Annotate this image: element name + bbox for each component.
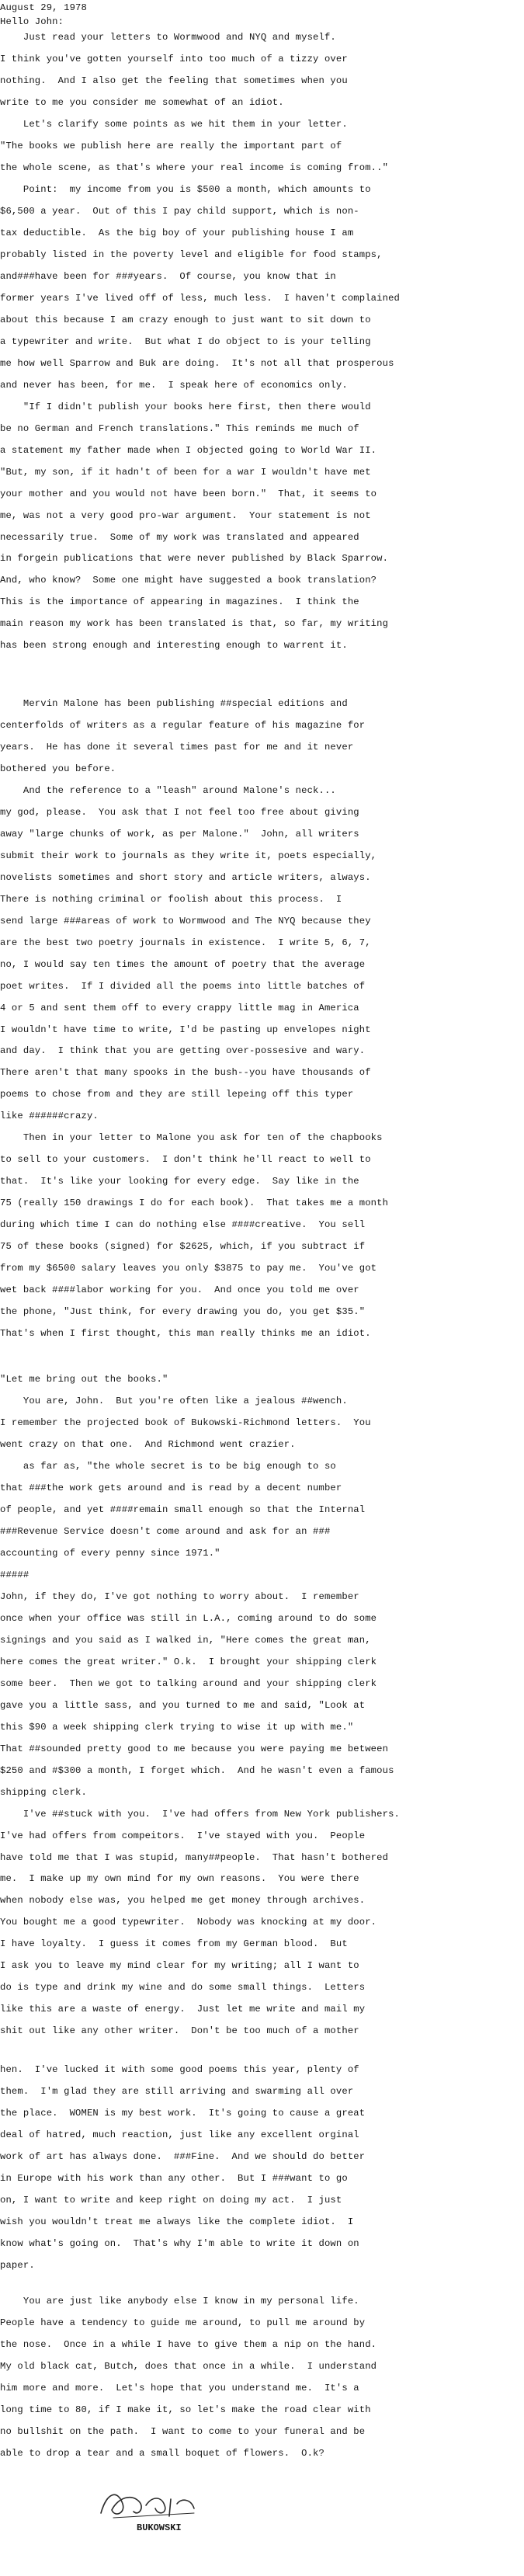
letter-line: about this because I am crazy enough to just want to sit down to xyxy=(0,315,371,325)
letter-line: My old black cat, Butch, does that once in a while. I understand xyxy=(0,2361,377,2372)
letter-line: Let's clarify some points as we hit them in your letter. xyxy=(0,119,348,130)
letter-line: here comes the great writer." O.k. I brought your shipping clerk xyxy=(0,1656,377,1667)
letter-line: of people, and yet ####remain small enough so that the Internal xyxy=(0,1504,366,1515)
letter-line: know what's going on. That's why I'm able to write it down on xyxy=(0,2238,359,2249)
letter-line: I have loyalty. I guess it comes from my German blood. But xyxy=(0,1938,348,1949)
letter-line: once when your office was still in L.A., coming around to do some xyxy=(0,1613,377,1624)
letter-line: to sell to your customers. I don't think he'll react to well to xyxy=(0,1154,371,1165)
letter-line: went crazy on that one. And Richmond went crazier. xyxy=(0,1439,296,1450)
letter-line: "Let me bring out the books." xyxy=(0,1374,168,1385)
letter-line: the whole scene, as that's where your real income is coming from.." xyxy=(0,162,389,173)
letter-line: me. I make up my own mind for my own reasons. You were there xyxy=(0,1873,359,1884)
letter-line: You are just like anybody else I know in my personal life. xyxy=(0,2296,359,2307)
letter-line: probably listed in the poverty level and eligible for food stamps, xyxy=(0,249,383,260)
letter-line: him more and more. Let's hope that you understand me. It's a xyxy=(0,2383,359,2393)
letter-line: the phone, "Just think, for every drawing you do, you get $35." xyxy=(0,1306,366,1317)
letter-line: You are, John. But you're often like a jealous ##wench. xyxy=(0,1396,348,1406)
letter-date: August 29, 1978 xyxy=(0,2,87,13)
letter-line: I wouldn't have time to write, I'd be pasting up envelopes night xyxy=(0,1024,371,1035)
letter-line: "If I didn't publish your books here first, then there would xyxy=(0,402,371,412)
letter-line: John, if they do, I've got nothing to worry about. I remember xyxy=(0,1591,359,1602)
letter-line: and###have been for ###years. Of course, you know that in xyxy=(0,271,336,282)
letter-line: 75 of these books (signed) for $2625, which, if you subtract if xyxy=(0,1241,366,1252)
letter-line: that. It's like your looking for every edge. Say like in the xyxy=(0,1176,359,1187)
letter-line: no, I would say ten times the amount of poetry that the average xyxy=(0,959,366,970)
letter-line: paper. xyxy=(0,2260,35,2271)
letter-line: like this are a waste of energy. Just let me write and mail my xyxy=(0,2004,366,2015)
signature-name: BUKOWSKI xyxy=(137,2522,182,2533)
letter-line: submit their work to journals as they write it, poets especially, xyxy=(0,850,377,861)
letter-line: as far as, "the whole secret is to be big enough to so xyxy=(0,1461,336,1472)
letter-line: has been strong enough and interesting enough to warrent it. xyxy=(0,640,348,651)
signature-block xyxy=(78,2482,248,2560)
letter-line: ##### xyxy=(0,1570,29,1580)
letter-line: in Europe with his work than any other. But I ###want to go xyxy=(0,2173,348,2184)
letter-line: me how well Sparrow and Buk are doing. It's not all that prosperous xyxy=(0,358,394,369)
letter-line: this $90 a week shipping clerk trying to wise it up with me." xyxy=(0,1722,354,1733)
letter-line: have told me that I was stupid, many##people. That hasn't bothered xyxy=(0,1852,389,1863)
letter-line: some beer. Then we got to talking around and your shipping clerk xyxy=(0,1678,377,1689)
letter-line: gave you a little sass, and you turned to me and said, "Look at xyxy=(0,1700,366,1711)
handwritten-signature-icon xyxy=(78,2482,248,2529)
letter-line: I think you've gotten yourself into too much of a tizzy over xyxy=(0,54,348,64)
letter-line: during which time I can do nothing else ####creative. You sell xyxy=(0,1219,366,1230)
letter-line: are the best two poetry journals in existence. I write 5, 6, 7, xyxy=(0,937,371,948)
letter-line: I've ##stuck with you. I've had offers from New York publishers. xyxy=(0,1809,400,1820)
letter-line: bothered you before. xyxy=(0,763,116,774)
letter-line: main reason my work has been translated is that, so far, my writing xyxy=(0,618,389,629)
letter-line: that ###the work gets around and is read by a decent number xyxy=(0,1483,342,1493)
letter-line: former years I've lived off of less, much less. I haven't complained xyxy=(0,293,400,304)
letter-line: 75 (really 150 drawings I do for each book). That takes me a month xyxy=(0,1198,389,1208)
letter-line: "But, my son, if it hadn't of been for a war I wouldn't have met xyxy=(0,467,371,478)
letter-line: This is the importance of appearing in magazines. I think the xyxy=(0,596,359,607)
letter-line: I've had offers from compeitors. I've stayed with you. People xyxy=(0,1830,366,1841)
letter-line: do is type and drink my wine and do some small things. Letters xyxy=(0,1982,366,1993)
letter-line: me, was not a very good pro-war argument. Your statement is not xyxy=(0,510,371,521)
letter-line: nothing. And I also get the feeling that sometimes when you xyxy=(0,75,348,86)
letter-line: long time to 80, if I make it, so let's make the road clear with xyxy=(0,2404,371,2415)
letter-line: centerfolds of writers as a regular feature of his magazine for xyxy=(0,720,366,731)
letter-line: from my $6500 salary leaves you only $3875 to pay me. You've got xyxy=(0,1263,377,1274)
letter-line: accounting of every penny since 1971." xyxy=(0,1548,220,1559)
letter-line: $6,500 a year. Out of this I pay child support, which is non- xyxy=(0,206,359,217)
letter-line: I remember the projected book of Bukowski-Richmond letters. You xyxy=(0,1417,371,1428)
letter-line: poet writes. If I divided all the poems into little batches of xyxy=(0,981,366,992)
letter-line: There aren't that many spooks in the bush--you have thousands of xyxy=(0,1067,371,1078)
letter-line: People have a tendency to guide me around, to pull me around by xyxy=(0,2317,366,2328)
letter-line: and never has been, for me. I speak here of economics only. xyxy=(0,380,348,391)
letter-line: That's when I first thought, this man really thinks me an idiot. xyxy=(0,1328,371,1339)
letter-line: shit out like any other writer. Don't be too much of a mother xyxy=(0,2025,359,2036)
letter-line: the place. WOMEN is my best work. It's going to cause a great xyxy=(0,2108,366,2119)
letter-line: Point: my income from you is $500 a month, which amounts to xyxy=(0,184,371,195)
letter-line: signings and you said as I walked in, "Here comes the great man, xyxy=(0,1635,371,1646)
letter-line: able to drop a tear and a small boquet of flowers. O.k? xyxy=(0,2448,324,2459)
letter-line: novelists sometimes and short story and article writers, always. xyxy=(0,872,371,883)
letter-line: be no German and French translations." This reminds me much of xyxy=(0,423,359,434)
letter-line: $250 and #$300 a month, I forget which. And he wasn't even a famous xyxy=(0,1765,394,1776)
letter-line: And the reference to a "leash" around Malone's neck... xyxy=(0,785,336,796)
letter-line: wish you wouldn't treat me always like the complete idiot. I xyxy=(0,2216,354,2227)
letter-line: Then in your letter to Malone you ask for ten of the chapbooks xyxy=(0,1132,383,1143)
letter-line: deal of hatred, much reaction, just like any excellent orginal xyxy=(0,2129,359,2140)
letter-line: And, who know? Some one might have suggested a book translation? xyxy=(0,575,377,586)
letter-line: You bought me a good typewriter. Nobody was knocking at my door. xyxy=(0,1917,377,1928)
letter-line: your mother and you would not have been born." That, it seems to xyxy=(0,488,377,499)
letter-line: write to me you consider me somewhat of an idiot. xyxy=(0,97,284,108)
letter-line: "The books we publish here are really the important part of xyxy=(0,141,342,151)
letter-line: work of art has always done. ###Fine. And we should do better xyxy=(0,2151,366,2162)
letter-line: 4 or 5 and sent them off to every crappy little mag in America xyxy=(0,1003,359,1013)
letter-line: necessarily true. Some of my work was translated and appeared xyxy=(0,532,359,543)
letter-line: years. He has done it several times past for me and it never xyxy=(0,742,354,753)
letter-line: no bullshit on the path. I want to come to your funeral and be xyxy=(0,2426,366,2437)
letter-line: Mervin Malone has been publishing ##special editions and xyxy=(0,698,348,709)
letter-line: them. I'm glad they are still arriving and swarming all over xyxy=(0,2086,354,2097)
letter-line: Just read your letters to Wormwood and NYQ and myself. xyxy=(0,32,336,43)
letter-salutation: Hello John: xyxy=(0,16,64,27)
letter-line: my god, please. You ask that I not feel too free about giving xyxy=(0,807,359,818)
letter-line: on, I want to write and keep right on doing my act. I just xyxy=(0,2195,342,2206)
letter-line: I ask you to leave my mind clear for my writing; all I want to xyxy=(0,1960,359,1971)
letter-line: and day. I think that you are getting over-possesive and wary. xyxy=(0,1045,366,1056)
letter-line: hen. I've lucked it with some good poems this year, plenty of xyxy=(0,2064,359,2075)
letter-line: the nose. Once in a while I have to give them a nip on the hand. xyxy=(0,2339,377,2350)
letter-line: like ######crazy. xyxy=(0,1111,99,1121)
letter-line: wet back ####labor working for you. And once you told me over xyxy=(0,1285,359,1295)
letter-line: a typewriter and write. But what I do object to is your telling xyxy=(0,336,371,347)
letter-line: There is nothing criminal or foolish about this process. I xyxy=(0,894,342,905)
letter-line: shipping clerk. xyxy=(0,1787,87,1798)
letter-line: away "large chunks of work, as per Malone." John, all writers xyxy=(0,829,359,840)
letter-line: That ##sounded pretty good to me because you were paying me between xyxy=(0,1743,389,1754)
letter-line: tax deductible. As the big boy of your publishing house I am xyxy=(0,228,354,238)
letter-line: poems to chose from and they are still lepeing off this typer xyxy=(0,1089,354,1100)
letter-line: a statement my father made when I objected going to World War II. xyxy=(0,445,377,456)
letter-line: send large ###areas of work to Wormwood and The NYQ because they xyxy=(0,916,371,926)
letter-line: when nobody else was, you helped me get money through archives. xyxy=(0,1895,366,1906)
letter-line: ###Revenue Service doesn't come around and ask for an ### xyxy=(0,1526,331,1537)
letter-line: in forgein publications that were never published by Black Sparrow. xyxy=(0,553,389,564)
